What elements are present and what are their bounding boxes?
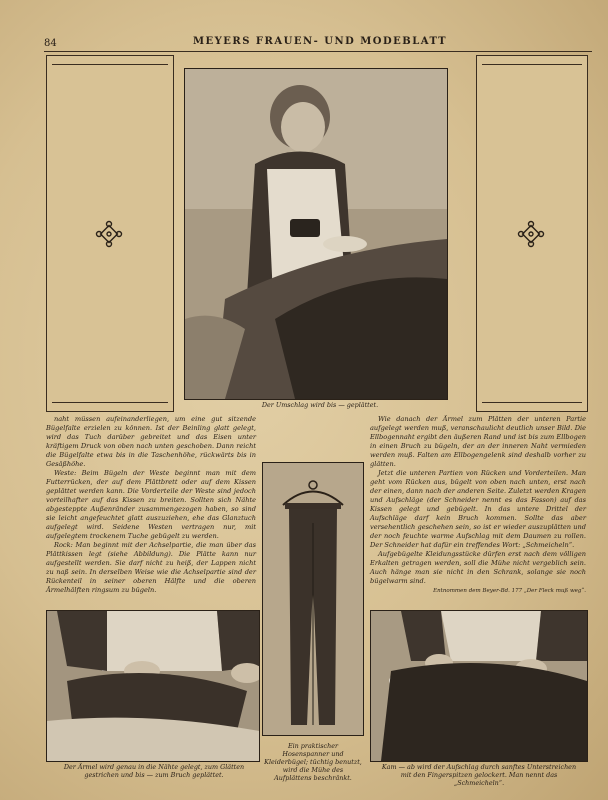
paragraph: naht müssen aufeinanderliegen, um eine gut sitzende Bügelfalte erzielen zu können. Ist der Beinling glatt gelegt, wird das Tuch darüber gebreitet und das Eisen unter kräftigem Druck von oben nach unten geschoben. Dann reicht die Bügelfalte etwa bis in die Taschenhöhe, rückwärts bis in Gesäßhöhe.: [46, 415, 256, 468]
paragraph: Wie danach der Ärmel zum Plätten der unteren Partie aufgelegt werden muß, veranschaulicht deutlich unser Bild. Die Ellbogennaht ergibt den äußeren Rand und ist bis zum Ellbogen in einen Bruch zu bügeln, der an der inneren Naht vermieden werden muß. Falten am Ellbogengelenk sind deshalb vorher zu glätten.: [370, 415, 586, 468]
paragraph: Jetzt die unteren Partien von Rücken und Vorderteilen. Man geht vom Rücken aus, bügelt von oben nach unten, erst nach der einen, dann nach der anderen Seite. Zuletzt werden Kragen und Aufschläge (der Schneider nennt es das Fasson) auf das Kissen gelegt und gebügelt. In das untere Drittel der Aufschläge darf kein Bruch kommen. Sollte das aber versehentlich geschehen sein, so ist er wieder auszuplätten und der noch feuchte warme Aufschlag mit dem Daumen zu rollen. Der Schneider hat dafür ein treffendes Wort: „Schmeicheln“.: [370, 469, 586, 549]
top-ironing-photo: [184, 68, 448, 400]
magazine-title: MEYERS FRAUEN- UND MODEBLATT: [192, 36, 448, 47]
top-photo-caption: Der Umschlag wird bis — geplättet.: [261, 401, 379, 409]
paragraph: Rock: Man beginnt mit der Achselpartie, die man über das Plättkissen legt (siehe Abbildung). Die Plätte kann nur aufgestellt werden. Sie darf nicht zu heiß, der Lappen nicht zu naß sein. In derselben Weise wie die Achselpartie sind der Rückenteil in seiner oberen Hälfte und die oberen Ärmelhälften ringsum zu bügeln.: [46, 541, 256, 594]
hanger-photo-caption: Ein praktischer Hosenspanner und Kleiderbügel; tüchtig benutzt, wird die Mühe des Aufplättens beschränkt.: [264, 742, 362, 782]
left-text-column: [46, 415, 256, 595]
header-rule: [44, 51, 592, 52]
paragraph: Aufgebügelte Kleidungsstücke dürfen erst nach dem völligen Erkalten getragen werden, soll die Mühe nicht vergeblich sein. Auch hänge man sie nicht in den Schrank, solange sie noch bügelwarm sind.: [370, 550, 586, 585]
diamond-knot-ornament-icon: [95, 220, 123, 248]
right-text-column: [370, 415, 586, 596]
bottom-left-sleeve-photo: [46, 610, 260, 762]
bottom-right-lapel-photo: [370, 610, 588, 762]
right-decorative-panel: [476, 55, 588, 412]
bottom-right-caption: Kam — ab wird der Aufschlag durch sanftes Unterstreichen mit den Fingerspitzen gelockert. Man nennt das „Schmeicheln“.: [381, 763, 577, 787]
source-note: Entnommen dem Beyer-Bd. 177 „Der Fleck muß weg“.: [433, 588, 586, 594]
page-number: 84: [44, 38, 57, 49]
diamond-knot-ornament-icon: [517, 220, 545, 248]
left-decorative-panel: [46, 55, 174, 412]
hanger-photo: [262, 462, 364, 736]
bottom-left-caption: Der Ärmel wird genau in die Nähte gelegt, zum Glätten gestrichen und bis — zum Bruch geplättet.: [63, 763, 245, 779]
paragraph: Weste: Beim Bügeln der Weste beginnt man mit dem Futterrücken, der auf dem Plättbrett oder auf dem Kissen geplättet werden kann. Die Vorderteile der Weste sind jedoch vorteilhafter auf das Kissen zu breiten. Sollten sich Nähte abgesteppte Außenränder zusammengezogen haben, so sind sie leicht angefeuchtet glatt auszuziehen, ehe das Glanztuch aufgelegt wird. Seidene Westen vertragen nur, mit aufgelegtem trockenem Tuche gebügelt zu werden.: [46, 469, 256, 540]
